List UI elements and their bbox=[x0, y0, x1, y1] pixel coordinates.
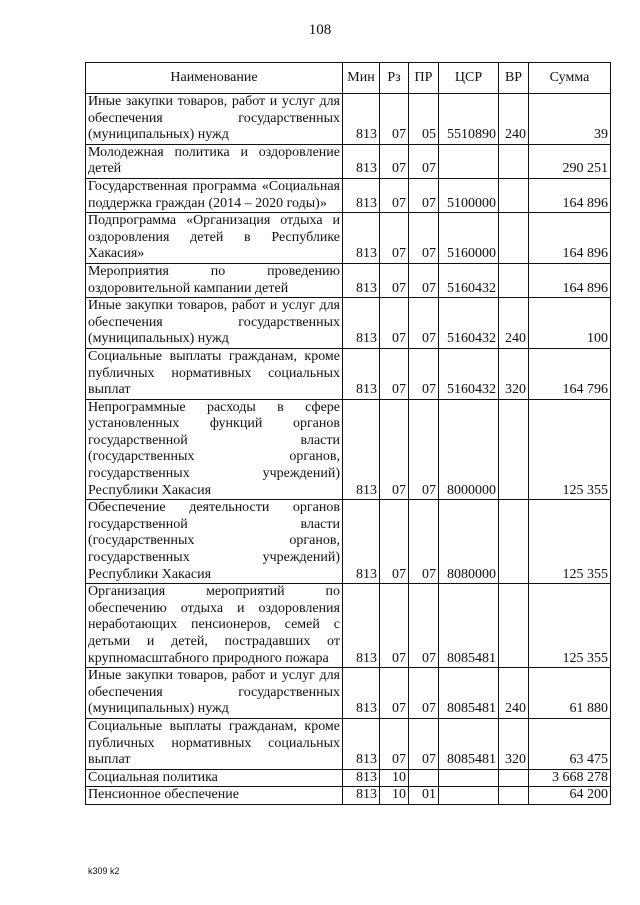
cell-rz: 07 bbox=[380, 263, 409, 297]
cell-min: 813 bbox=[343, 769, 380, 787]
cell-csr: 5160432 bbox=[439, 348, 499, 399]
cell-pr: 07 bbox=[409, 718, 439, 769]
cell-csr: 5160432 bbox=[439, 298, 499, 349]
cell-rz: 07 bbox=[380, 399, 409, 500]
cell-vr bbox=[499, 263, 529, 297]
cell-csr bbox=[439, 769, 499, 787]
header-sum: Сумма bbox=[529, 63, 611, 94]
cell-csr: 8085481 bbox=[439, 584, 499, 668]
cell-name: Иные закупки товаров, работ и услуг для обеспечения государственных (муниципальных) нужд bbox=[86, 298, 343, 349]
cell-rz: 07 bbox=[380, 178, 409, 212]
cell-sum: 100 bbox=[529, 298, 611, 349]
cell-rz: 07 bbox=[380, 348, 409, 399]
cell-vr bbox=[499, 787, 529, 805]
table-row bbox=[86, 213, 611, 264]
table-row bbox=[86, 399, 611, 500]
cell-min: 813 bbox=[343, 144, 380, 178]
cell-vr bbox=[499, 144, 529, 178]
cell-pr: 07 bbox=[409, 584, 439, 668]
cell-rz: 10 bbox=[380, 787, 409, 805]
cell-name: Обеспечение деятельности органов государственной власти (государственных органов, государственных учреждений) Республики Хакасия bbox=[86, 500, 343, 584]
cell-csr: 8000000 bbox=[439, 399, 499, 500]
cell-min: 813 bbox=[343, 348, 380, 399]
cell-vr: 240 bbox=[499, 668, 529, 719]
cell-pr: 07 bbox=[409, 668, 439, 719]
cell-pr: 01 bbox=[409, 787, 439, 805]
table-row bbox=[86, 348, 611, 399]
cell-name: Организация мероприятий по обеспечению отдыха и оздоровления неработающих пенсионеров, семей с детьми и детей, пострадавших от крупномасштабного природного пожара bbox=[86, 584, 343, 668]
cell-name: Иные закупки товаров, работ и услуг для обеспечения государственных (муниципальных) нужд bbox=[86, 94, 343, 145]
table-row bbox=[86, 769, 611, 787]
cell-min: 813 bbox=[343, 94, 380, 145]
cell-rz: 07 bbox=[380, 668, 409, 719]
cell-sum: 125 355 bbox=[529, 500, 611, 584]
cell-name: Государственная программа «Социальная поддержка граждан (2014 – 2020 годы)» bbox=[86, 178, 343, 212]
cell-vr: 320 bbox=[499, 348, 529, 399]
table-row bbox=[86, 94, 611, 145]
table-row bbox=[86, 263, 611, 297]
cell-min: 813 bbox=[343, 399, 380, 500]
cell-min: 813 bbox=[343, 668, 380, 719]
cell-pr: 07 bbox=[409, 263, 439, 297]
cell-pr: 07 bbox=[409, 144, 439, 178]
cell-pr: 07 bbox=[409, 500, 439, 584]
cell-name: Подпрограмма «Организация отдыха и оздоровления детей в Республике Хакасия» bbox=[86, 213, 343, 264]
table-header-row bbox=[86, 63, 611, 94]
cell-vr bbox=[499, 500, 529, 584]
cell-name: Мероприятия по проведению оздоровительной кампании детей bbox=[86, 263, 343, 297]
cell-sum: 64 200 bbox=[529, 787, 611, 805]
cell-rz: 07 bbox=[380, 298, 409, 349]
budget-table bbox=[85, 62, 611, 805]
cell-csr: 8085481 bbox=[439, 718, 499, 769]
page-number: 108 bbox=[308, 22, 332, 38]
cell-min: 813 bbox=[343, 298, 380, 349]
cell-name: Пенсионное обеспечение bbox=[86, 787, 343, 805]
cell-min: 813 bbox=[343, 263, 380, 297]
cell-vr bbox=[499, 399, 529, 500]
cell-min: 813 bbox=[343, 213, 380, 264]
cell-vr bbox=[499, 584, 529, 668]
cell-csr: 5160432 bbox=[439, 263, 499, 297]
header-csr: ЦСР bbox=[439, 63, 499, 94]
header-min: Мин bbox=[343, 63, 380, 94]
cell-sum: 164 896 bbox=[529, 263, 611, 297]
table-row bbox=[86, 144, 611, 178]
cell-vr bbox=[499, 213, 529, 264]
cell-name: Иные закупки товаров, работ и услуг для обеспечения государственных (муниципальных) нужд bbox=[86, 668, 343, 719]
cell-sum: 164 896 bbox=[529, 213, 611, 264]
cell-vr bbox=[499, 769, 529, 787]
table-row bbox=[86, 668, 611, 719]
cell-vr: 320 bbox=[499, 718, 529, 769]
cell-csr: 5160000 bbox=[439, 213, 499, 264]
cell-sum: 39 bbox=[529, 94, 611, 145]
cell-rz: 07 bbox=[380, 144, 409, 178]
cell-csr: 8085481 bbox=[439, 668, 499, 719]
cell-vr: 240 bbox=[499, 298, 529, 349]
cell-csr: 5100000 bbox=[439, 178, 499, 212]
cell-rz: 07 bbox=[380, 584, 409, 668]
cell-min: 813 bbox=[343, 178, 380, 212]
cell-min: 813 bbox=[343, 500, 380, 584]
cell-min: 813 bbox=[343, 787, 380, 805]
cell-min: 813 bbox=[343, 718, 380, 769]
cell-sum: 164 896 bbox=[529, 178, 611, 212]
cell-vr: 240 bbox=[499, 94, 529, 145]
cell-rz: 10 bbox=[380, 769, 409, 787]
cell-pr: 07 bbox=[409, 298, 439, 349]
footer-code: k309 k2 bbox=[88, 866, 120, 876]
table-row bbox=[86, 718, 611, 769]
cell-pr: 07 bbox=[409, 178, 439, 212]
cell-name: Социальные выплаты гражданам, кроме публичных нормативных социальных выплат bbox=[86, 718, 343, 769]
cell-sum: 125 355 bbox=[529, 399, 611, 500]
cell-csr bbox=[439, 144, 499, 178]
cell-sum: 63 475 bbox=[529, 718, 611, 769]
cell-pr bbox=[409, 769, 439, 787]
table-row bbox=[86, 584, 611, 668]
cell-rz: 07 bbox=[380, 718, 409, 769]
cell-csr: 8080000 bbox=[439, 500, 499, 584]
cell-rz: 07 bbox=[380, 500, 409, 584]
table-row bbox=[86, 298, 611, 349]
cell-rz: 07 bbox=[380, 213, 409, 264]
cell-name: Непрограммные расходы в сфере установленных функций органов государственной власти (государственных органов, государственных учреждений) Республики Хакасия bbox=[86, 399, 343, 500]
cell-pr: 07 bbox=[409, 399, 439, 500]
table-row bbox=[86, 787, 611, 805]
header-rz: Рз bbox=[380, 63, 409, 94]
cell-vr bbox=[499, 178, 529, 212]
cell-name: Молодежная политика и оздоровление детей bbox=[86, 144, 343, 178]
table-body bbox=[86, 94, 611, 805]
cell-sum: 61 880 bbox=[529, 668, 611, 719]
table-row bbox=[86, 178, 611, 212]
header-vr: ВР bbox=[499, 63, 529, 94]
cell-pr: 05 bbox=[409, 94, 439, 145]
header-name: Наименование bbox=[86, 63, 343, 94]
cell-pr: 07 bbox=[409, 213, 439, 264]
cell-csr: 5510890 bbox=[439, 94, 499, 145]
table-row bbox=[86, 500, 611, 584]
cell-rz: 07 bbox=[380, 94, 409, 145]
cell-csr bbox=[439, 787, 499, 805]
header-pr: ПР bbox=[409, 63, 439, 94]
cell-sum: 125 355 bbox=[529, 584, 611, 668]
cell-name: Социальные выплаты гражданам, кроме публичных нормативных социальных выплат bbox=[86, 348, 343, 399]
cell-name: Социальная политика bbox=[86, 769, 343, 787]
cell-sum: 164 796 bbox=[529, 348, 611, 399]
cell-sum: 290 251 bbox=[529, 144, 611, 178]
cell-pr: 07 bbox=[409, 348, 439, 399]
cell-min: 813 bbox=[343, 584, 380, 668]
cell-sum: 3 668 278 bbox=[529, 769, 611, 787]
